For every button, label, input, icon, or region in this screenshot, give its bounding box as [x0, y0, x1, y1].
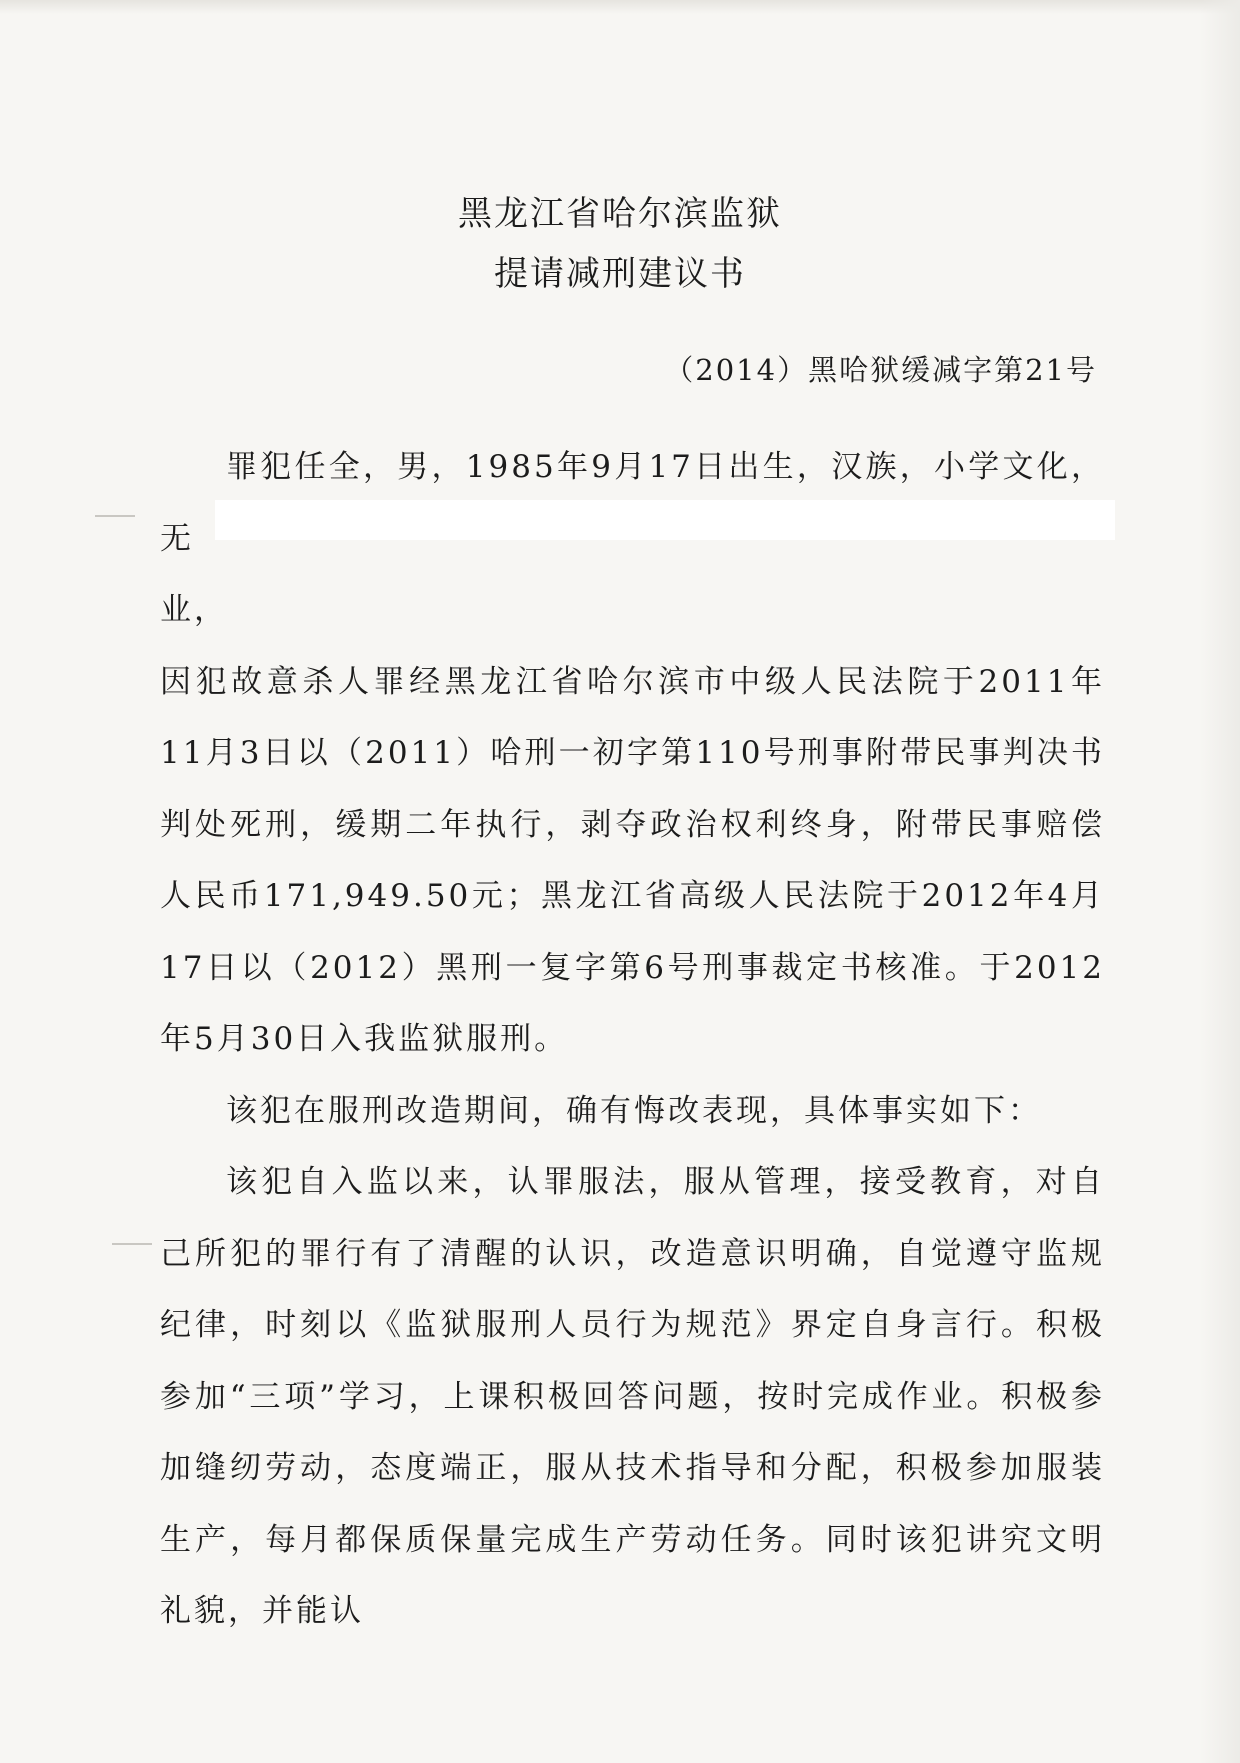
scan-mark [112, 1243, 152, 1245]
paragraph-sentence: 因犯故意杀人罪经黑龙江省哈尔滨市中级人民法院于2011年11月3日以（2011）哈刑一初字第110号刑事附带民事判决书判处死刑，缓期二年执行，剥夺政治权利终身，附带民事赔偿人民币171,949.50元；黑龙江省高级人民法院于2012年4月17日以（2012）黑刑一复字第6号刑事裁定书核准。于2012年5月30日入我监狱服刑。 [160, 663, 1105, 1057]
paragraph-facts: 该犯自入监以来，认罪服法，服从管理，接受教育，对自己所犯的罪行有了清醒的认识，改造意识明确，自觉遵守监规纪律，时刻以《监狱服刑人员行为规范》界定自身言行。积极参加“三项”学习，上课积极回答问题，按时完成作业。积极参加缝纫劳动，态度端正，服从技术指导和分配，积极参加服装生产，每月都保质保量完成生产劳动任务。同时该犯讲究文明礼貌，并能认 [160, 1164, 1105, 1629]
document-title-line2: 提请减刑建议书 [494, 254, 746, 294]
redaction-box [215, 500, 1115, 540]
document-title-line1: 黑龙江省哈尔滨监狱 [458, 194, 782, 234]
paragraph-intro-line1: 罪犯任全，男，1985年9月17日出生，汉族，小学文化，无 [160, 449, 1105, 557]
paragraph-intro-line2: 业， [160, 592, 228, 628]
scan-edge [0, 0, 1240, 14]
document-number: （2014）黑哈狱缓减字第21号 [664, 353, 1097, 387]
paragraph-summary: 该犯在服刑改造期间，确有悔改表现，具体事实如下： [226, 1092, 1042, 1129]
scan-mark [95, 515, 135, 517]
document-body [160, 432, 1105, 1648]
